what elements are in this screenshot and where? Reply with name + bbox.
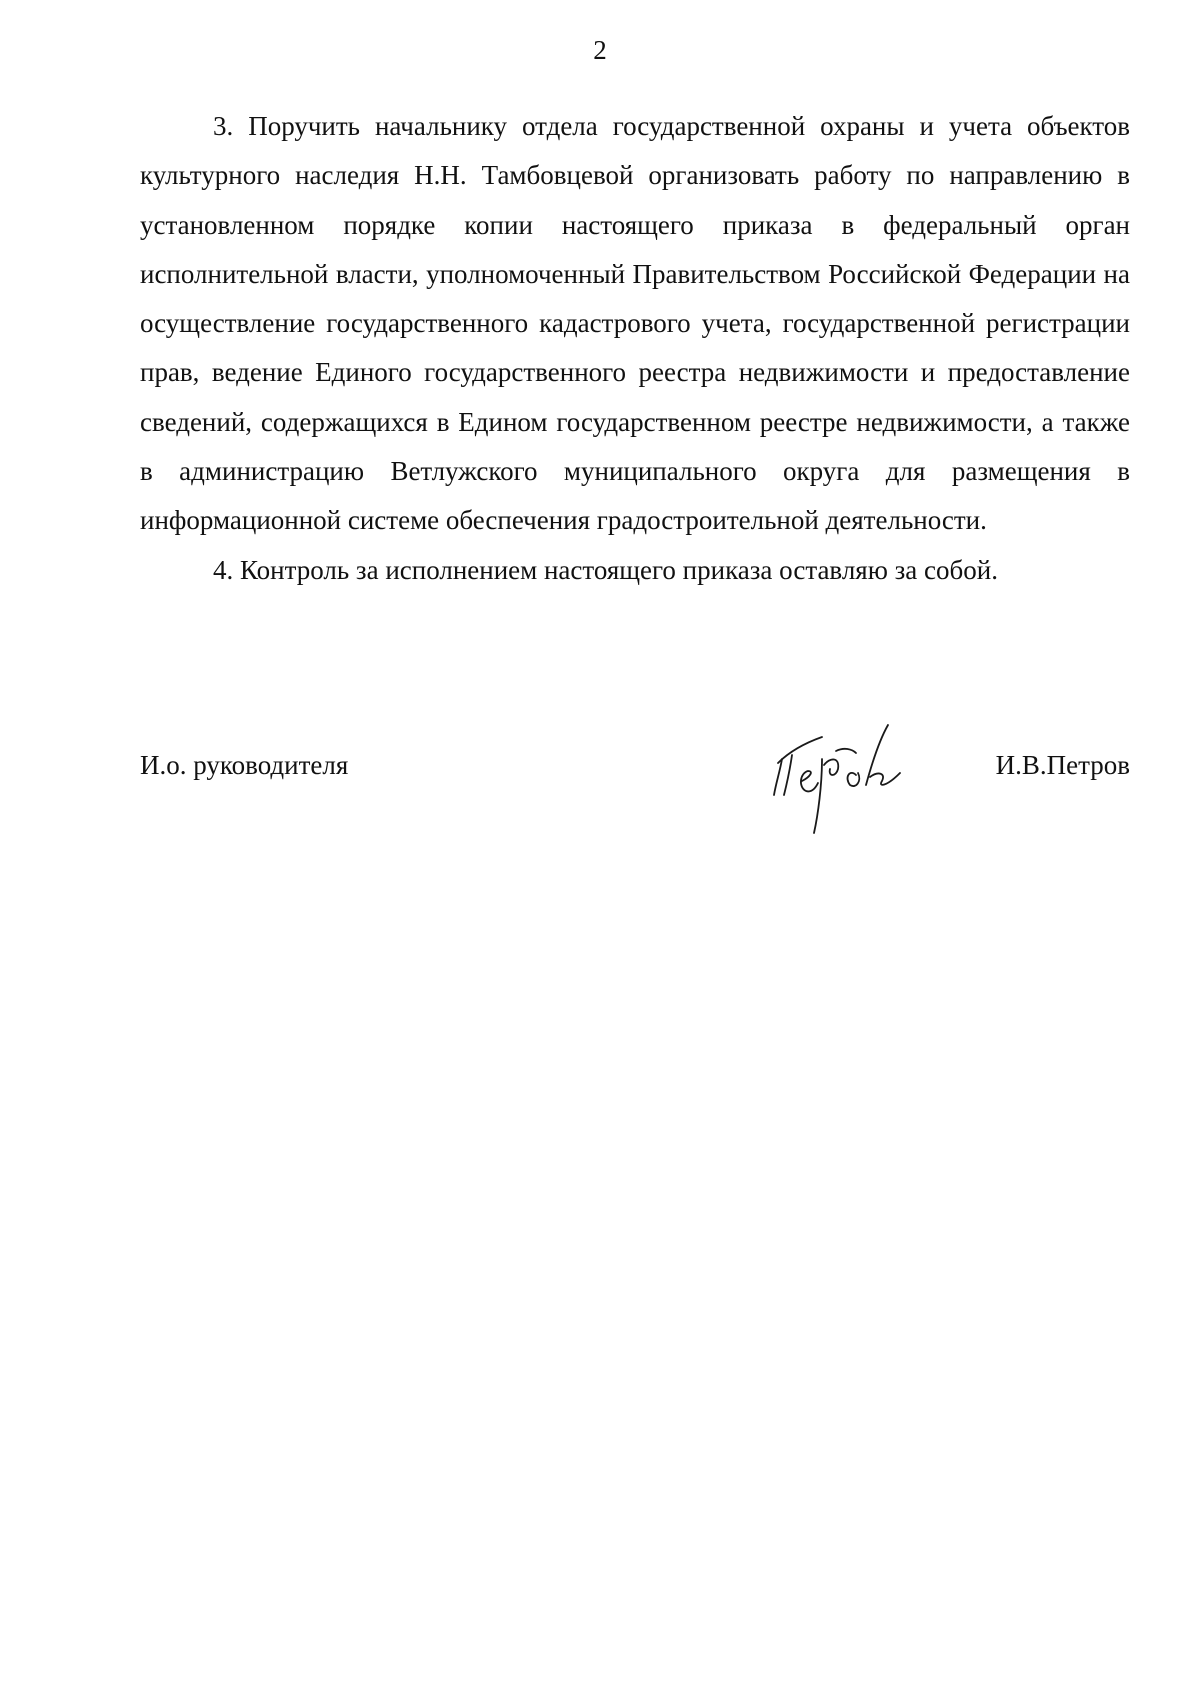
page-number: 2	[593, 35, 607, 65]
signer-position: И.о. руководителя	[140, 750, 349, 780]
paragraph-4: 4. Контроль за исполнением настоящего приказа оставляю за собой.	[213, 554, 998, 585]
handwritten-signature	[760, 715, 940, 835]
document-body	[140, 102, 1130, 595]
signer-name: И.В.Петров	[995, 750, 1130, 780]
paragraph-3: 3. Поручить начальнику отдела государственной охраны и учета объектов культурного наследия Н.Н. Тамбовцевой организовать работу по направлению в установленном порядке копии настоящего приказа в федеральный орган исполнительной власти, уполномоченный Правительством Российской Федерации на осуществление государственного кадастрового учета, государственной регистрации прав, ведение Единого государственного реестра недвижимости и предоставление сведений, содержащихся в Едином государственном реестре недвижимости, а также в администрацию Ветлужского муниципального округа для размещения в информационной системе обеспечения градостроительной деятельности.	[140, 111, 1130, 536]
signature-block	[140, 735, 1130, 795]
